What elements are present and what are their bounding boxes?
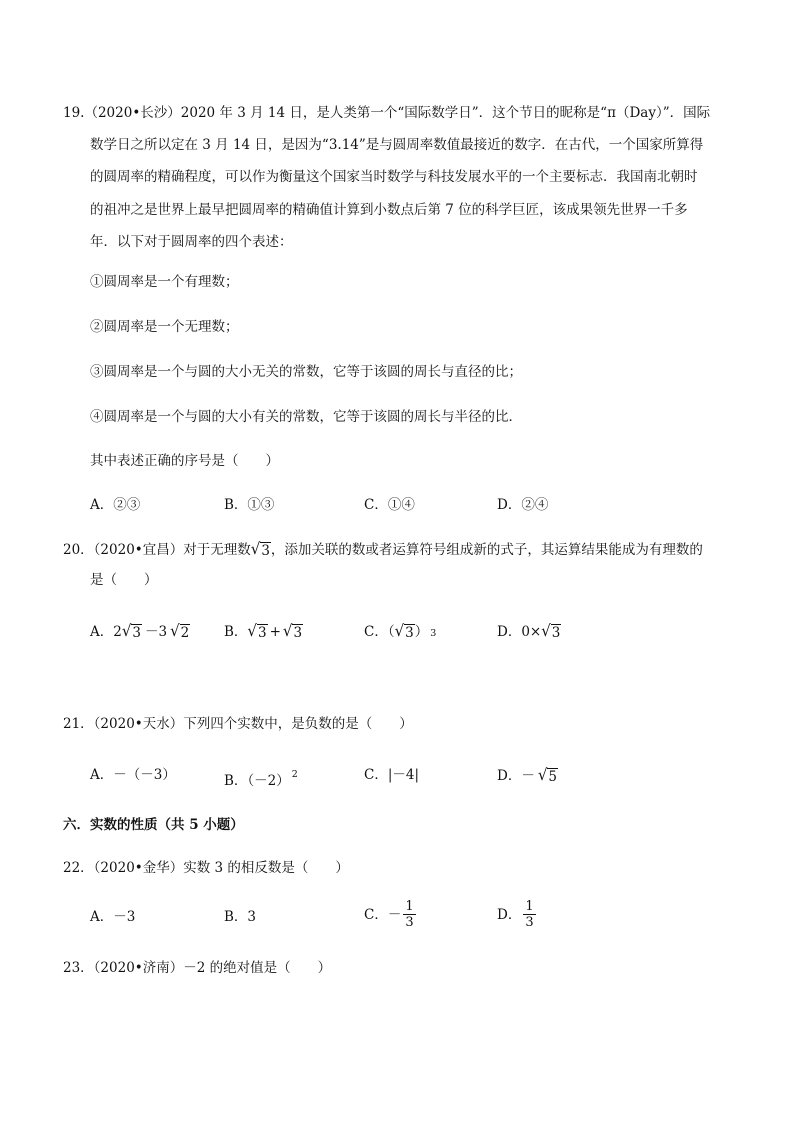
q19-line-4: 的祖冲之是世界上最早把圆周率的精确值计算到小数点后第 7 位的科学巨匠，该成果领先世界一千多 bbox=[90, 202, 688, 218]
radical-sign-icon: √ bbox=[282, 621, 293, 641]
option-label: B． bbox=[224, 624, 248, 640]
radicand: 3 bbox=[405, 625, 414, 641]
radical-sign-icon: √ bbox=[170, 621, 180, 641]
option-label: D．－ bbox=[497, 768, 535, 784]
option-text: B．（－2） bbox=[224, 773, 290, 789]
q19-statement-4: ④圆周率是一个与圆的大小有关的常数，它等于该圆的周长与半径的比． bbox=[90, 409, 522, 425]
radical-sign-icon: √ bbox=[394, 621, 405, 641]
q21-option-d bbox=[497, 766, 558, 785]
section-heading: 六．实数的性质（共 5 小题） bbox=[63, 817, 244, 833]
sqrt-expression bbox=[395, 622, 415, 641]
q21-option-c: C．|－4| bbox=[364, 767, 420, 783]
q23-stem: 23．（2020•济南）－2 的绝对值是（ ） bbox=[63, 960, 332, 976]
q19-option-d: D．②④ bbox=[497, 497, 549, 513]
radicand: 3 bbox=[293, 625, 303, 641]
q22-option-d bbox=[497, 899, 538, 930]
sqrt-expression bbox=[541, 622, 561, 641]
denominator: 3 bbox=[525, 915, 534, 930]
operator: + bbox=[269, 624, 281, 640]
option-label: C．－ bbox=[364, 906, 402, 923]
option-label: D． bbox=[497, 906, 522, 923]
q19-line-3: 的圆周率的精确程度，可以作为衡量这个国家当时数学与科技发展水平的一个主要标志．我国南北朝时 bbox=[90, 169, 698, 185]
exponent: 3 bbox=[430, 628, 437, 639]
radicand: 3 bbox=[551, 625, 561, 641]
q20-line-1 bbox=[63, 540, 703, 559]
q20-radicand: 3 bbox=[261, 543, 270, 559]
q20-line-2: 是（ ） bbox=[90, 572, 158, 588]
q21-option-b bbox=[224, 766, 298, 790]
q19-statement-3: ③圆周率是一个与圆的大小无关的常数，它等于该圆的周长与直径的比； bbox=[90, 364, 522, 380]
q20-option-b bbox=[224, 622, 303, 641]
sqrt-expression bbox=[251, 540, 271, 559]
q21-stem: 21．（2020•天水）下列四个实数中，是负数的是（ ） bbox=[63, 716, 413, 732]
q19-line-1: 19.（2020•长沙）2020 年 3 月 14 日，是人类第一个“国际数学日”．这个节日的昵称是“π（Day）”．国际 bbox=[63, 105, 711, 121]
sqrt-expression bbox=[283, 622, 303, 641]
close-paren: ） bbox=[414, 624, 429, 640]
fraction bbox=[403, 899, 415, 930]
option-label: D．0× bbox=[497, 624, 542, 640]
option-label: C．（ bbox=[364, 624, 395, 640]
sqrt-expression bbox=[122, 622, 142, 641]
radicand: 5 bbox=[548, 769, 557, 785]
q19-statement-1: ①圆周率是一个有理数； bbox=[90, 274, 239, 290]
q19-statement-2: ②圆周率是一个无理数； bbox=[90, 319, 239, 335]
sqrt-expression bbox=[538, 766, 558, 785]
q19-line-2: 数学日之所以定在 3 月 14 日，是因为“3.14”是与圆周率数值最接近的数字．在古代，一个国家所算得 bbox=[90, 137, 704, 153]
sqrt-expression bbox=[170, 622, 190, 641]
q22-option-a: A．－3 bbox=[90, 909, 136, 925]
radical-sign-icon: √ bbox=[121, 621, 132, 641]
radical-sign-icon: √ bbox=[541, 621, 551, 641]
option-label: A． bbox=[90, 624, 114, 640]
sqrt-expression bbox=[247, 622, 267, 641]
radicand: 3 bbox=[257, 625, 267, 641]
q22-option-c bbox=[364, 899, 418, 930]
q19-question: 其中表述正确的序号是（ ） bbox=[90, 453, 279, 469]
q20-stem-suffix: ，添加关联的数或者运算符号组成新的式子，其运算结果能成为有理数的 bbox=[270, 542, 703, 558]
operator: －3 bbox=[145, 624, 168, 640]
numerator: 1 bbox=[405, 899, 414, 914]
radicand: 2 bbox=[180, 625, 190, 641]
radical-sign-icon: √ bbox=[250, 539, 261, 559]
exponent: 2 bbox=[291, 769, 298, 780]
numerator: 1 bbox=[525, 899, 534, 914]
radical-sign-icon: √ bbox=[247, 621, 257, 641]
coefficient: 2 bbox=[113, 624, 122, 640]
denominator: 3 bbox=[405, 915, 414, 930]
q22-stem: 22．（2020•金华）实数 3 的相反数是（ ） bbox=[63, 860, 349, 876]
q20-option-d bbox=[497, 622, 561, 641]
q19-option-c: C．①④ bbox=[364, 497, 415, 513]
q21-option-a: A．－（－3） bbox=[90, 767, 176, 783]
q20-option-a bbox=[90, 622, 190, 641]
fraction bbox=[523, 899, 535, 930]
q20-stem-prefix: 20．（2020•宜昌）对于无理数 bbox=[63, 542, 251, 558]
q19-option-b: B．①③ bbox=[224, 497, 275, 513]
radical-sign-icon: √ bbox=[537, 765, 548, 785]
q22-option-b: B．3 bbox=[224, 909, 257, 925]
q19-line-5: 年．以下对于圆周率的四个表述： bbox=[90, 234, 293, 250]
q20-option-c bbox=[364, 622, 436, 643]
radicand: 3 bbox=[132, 625, 141, 641]
q19-option-a: A．②③ bbox=[90, 497, 141, 513]
